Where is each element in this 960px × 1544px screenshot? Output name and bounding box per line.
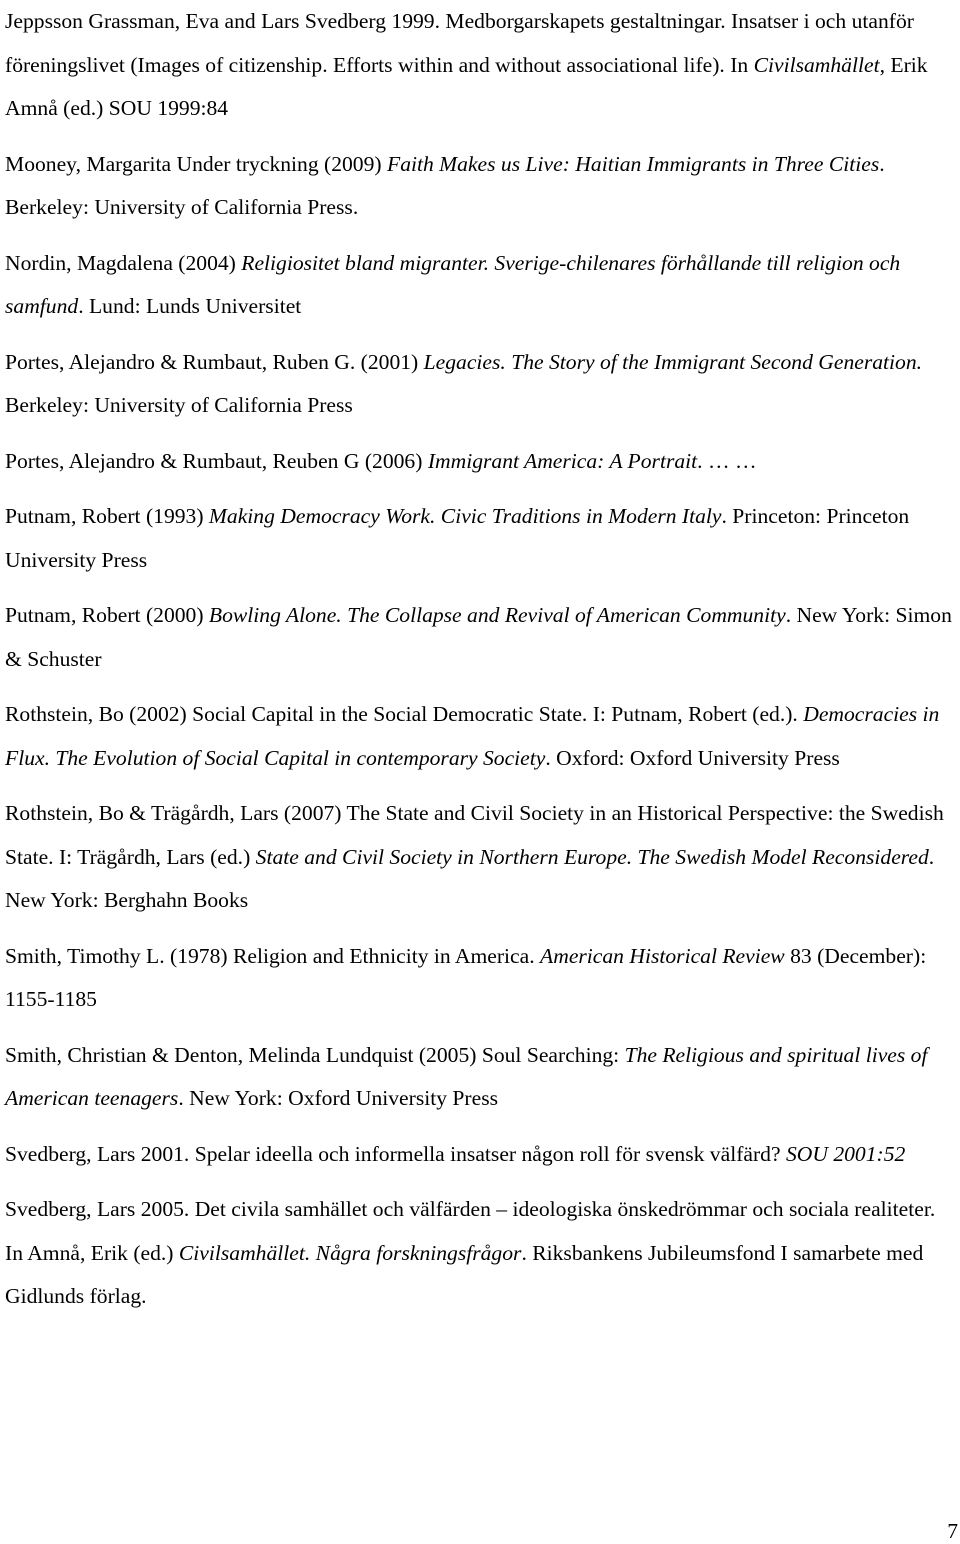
reference-list xyxy=(5,0,957,1331)
reference-text: . … … xyxy=(697,448,757,473)
reference-text: Putnam, Robert (2000) xyxy=(5,603,209,627)
reference-title-italic: Immigrant America: A Portrait xyxy=(427,448,698,473)
reference-text: . Oxford: Oxford University Press xyxy=(545,745,840,770)
reference-entry xyxy=(5,495,957,582)
reference-entry xyxy=(5,143,957,230)
reference-text: Berkeley: University of California Press xyxy=(5,393,353,417)
reference-text: . New York: Simon & Schuster xyxy=(5,603,952,671)
reference-text: . Berkeley: University of California Press. xyxy=(5,151,885,219)
reference-text: Smith, Christian & Denton, Melinda Lundquist (2005) Soul Searching: xyxy=(5,1042,625,1067)
reference-text: Portes, Alejandro & Rumbaut, Reuben G (2006) xyxy=(5,448,428,473)
reference-entry xyxy=(5,693,957,780)
reference-title-italic: Religiositet bland migranter. Sverige-chilenares förhållande till religion och samfund xyxy=(5,250,901,318)
reference-text: Jeppsson Grassman, Eva and Lars Svedberg 1999. Medborgarskapets gestaltningar. Insatser i och utanför föreningslivet (Images of citizenship. Efforts within and without associational life). In xyxy=(5,9,914,77)
reference-entry xyxy=(5,1188,957,1319)
reference-text: Putnam, Robert (1993) xyxy=(5,504,209,528)
reference-entry xyxy=(5,594,957,681)
reference-text: Smith, Timothy L. (1978) Religion and Ethnicity in America. xyxy=(5,943,541,968)
reference-entry xyxy=(5,440,957,484)
reference-text: Nordin, Magdalena (2004) xyxy=(5,250,242,275)
reference-text: Svedberg, Lars 2001. Spelar ideella och informella insatser någon roll för svensk välfärd? xyxy=(5,1141,786,1166)
reference-entry xyxy=(5,935,957,1022)
reference-title-italic: Democracies in Flux. The Evolution of Social Capital in contemporary Society xyxy=(5,702,940,770)
reference-title-italic: Civilsamhället. Några forskningsfrågor xyxy=(178,1240,522,1265)
reference-title-italic: Making Democracy Work. Civic Traditions in Modern Italy xyxy=(208,504,722,528)
reference-text: Svedberg, Lars 2005. Det civila samhället och välfärden – ideologiska önskedrömmar och sociala realiteter. In Amnå, Erik (ed.) xyxy=(5,1197,936,1265)
reference-text: Rothstein, Bo & Trägårdh, Lars (2007) The State and Civil Society in an Historical Perspective: the Swedish State. I: Trägårdh, Lars (ed.) xyxy=(5,801,944,869)
reference-entry xyxy=(5,792,957,923)
reference-text: Rothstein, Bo (2002) Social Capital in the Social Democratic State. I: Putnam, Robert (ed.). xyxy=(5,702,804,726)
reference-text: . New York: Berghahn Books xyxy=(5,844,935,912)
reference-text: Mooney, Margarita Under tryckning (2009) xyxy=(5,151,387,176)
reference-entry xyxy=(5,341,957,428)
reference-text: . Lund: Lunds Universitet xyxy=(78,294,302,318)
reference-text: , Erik Amnå (ed.) SOU 1999:84 xyxy=(5,52,928,120)
page-number: 7 xyxy=(947,1519,958,1543)
reference-entry xyxy=(5,1034,957,1121)
reference-title-italic: SOU 2001:52 xyxy=(785,1141,906,1166)
reference-text: . New York: Oxford University Press xyxy=(178,1086,499,1110)
reference-title-italic: The Religious and spiritual lives of American teenagers xyxy=(5,1042,928,1110)
reference-entry xyxy=(5,1133,957,1177)
reference-title-italic: State and Civil Society in Northern Europe. The Swedish Model Reconsidered xyxy=(255,844,929,869)
reference-text: . Riksbankens Jubileumsfond I samarbete med Gidlunds förlag. xyxy=(5,1240,924,1308)
reference-entry xyxy=(5,242,957,329)
reference-title-italic: Civilsamhället xyxy=(753,52,880,77)
reference-text: . Princeton: Princeton University Press xyxy=(5,504,910,572)
reference-title-italic: Legacies. The Story of the Immigrant Second Generation. xyxy=(423,349,923,374)
reference-title-italic: Bowling Alone. The Collapse and Revival of American Community xyxy=(208,603,786,627)
reference-text: 83 (December): 1155-1185 xyxy=(5,943,927,1011)
reference-text: Portes, Alejandro & Rumbaut, Ruben G. (2001) xyxy=(5,349,424,374)
reference-title-italic: Faith Makes us Live: Haitian Immigrants in Three Cities xyxy=(387,151,880,176)
reference-title-italic: American Historical Review xyxy=(540,943,785,968)
reference-entry xyxy=(5,0,957,131)
